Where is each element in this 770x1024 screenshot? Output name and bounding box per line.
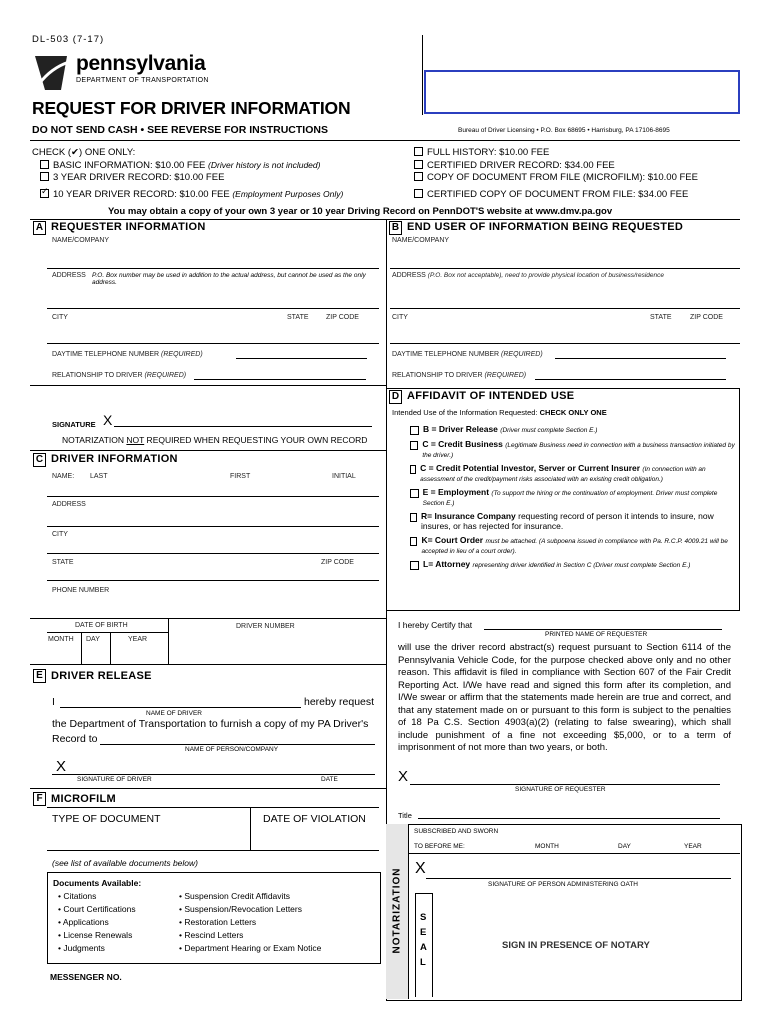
checkbox[interactable] bbox=[410, 426, 419, 435]
c-day-label: DAY bbox=[86, 636, 100, 643]
d-sig-label: SIGNATURE OF REQUESTER bbox=[515, 786, 606, 793]
c-name-label: NAME: bbox=[52, 473, 75, 480]
list-item: • Court Certifications bbox=[58, 904, 136, 914]
c-last-label: LAST bbox=[90, 473, 108, 480]
section-d-letter: D bbox=[389, 390, 402, 404]
b-phone-label: DAYTIME TELEPHONE NUMBER (REQUIRED) bbox=[392, 351, 543, 358]
d-intro: Intended Use of the Information Requested: CHECK ONLY ONE bbox=[392, 408, 607, 417]
e-name-of-driver: NAME OF DRIVER bbox=[146, 710, 202, 717]
d-body: will use the driver record abstract(s) request pursuant to Section 6114 of the Pennsylvania Vehicle Code, for the purpose checked above only and no other reason. This affidavit is filed in compliance with Section 607 of the Fair Credit Reporting Act. I/We have read and signed this form after its completion, and I/We swear or affirm that the statements made herein are true and correct, and that any statement made on or pursuant to this form is subject to the penalties of 18 Pa C.S. Section 4903(a)(2) (relating to false swearing), which shall include punishment of a fine not exceeding $5,000, or to a term of imprisonment of not more than two years, or both. bbox=[398, 642, 731, 753]
list-item: • Judgments bbox=[58, 943, 105, 953]
e-person-label: NAME OF PERSON/COMPANY bbox=[185, 746, 279, 753]
use-b[interactable]: B = Driver Release (Driver must complete Section E.) bbox=[410, 424, 735, 435]
c-state-label: STATE bbox=[52, 559, 74, 566]
section-a-title: REQUESTER INFORMATION bbox=[51, 221, 206, 233]
section-a-letter: A bbox=[33, 221, 46, 235]
a-name-label: NAME/COMPANY bbox=[52, 237, 110, 244]
notary-box bbox=[386, 824, 742, 1001]
checkbox-checked[interactable] bbox=[40, 189, 49, 198]
c-year-label: YEAR bbox=[128, 636, 148, 643]
a-zip-label: ZIP CODE bbox=[326, 314, 359, 321]
list-item: • Restoration Letters bbox=[179, 917, 257, 927]
notary-oath-label: SIGNATURE OF PERSON ADMINISTERING OATH bbox=[488, 881, 638, 888]
a-sig-x: X bbox=[103, 412, 113, 428]
option-certified-copy[interactable]: CERTIFIED COPY OF DOCUMENT FROM FILE: $34.00 FEE bbox=[414, 189, 688, 200]
e-record-to: Record to bbox=[52, 733, 98, 745]
a-address-label: ADDRESS bbox=[52, 272, 86, 279]
notary-day: DAY bbox=[618, 843, 631, 850]
c-city-label: CITY bbox=[52, 531, 68, 538]
b-state-label: STATE bbox=[650, 314, 672, 321]
use-r-insurance[interactable]: R= Insurance Company requesting record of person it intends to insure, now insures, or has rejected for insurance. bbox=[410, 511, 735, 531]
use-c-investor[interactable]: C = Credit Potential Investor, Server or Current Insurer (In connection with an assessment of the credit/payment risks associated with an existing credit obligation.) bbox=[410, 463, 735, 483]
e-signature-line[interactable] bbox=[52, 774, 375, 775]
section-b-letter: B bbox=[389, 221, 402, 235]
d-title-label: Title bbox=[398, 811, 412, 820]
b-address-label: ADDRESS (P.O. Box not acceptable), need to provide physical location of business/residence bbox=[392, 272, 664, 279]
section-f-letter: F bbox=[33, 792, 46, 806]
option-10yr[interactable]: ✓10 YEAR DRIVER RECORD: $10.00 FEE (Employment Purposes Only) bbox=[40, 189, 343, 200]
d-title-line[interactable] bbox=[418, 818, 720, 819]
notary-signature-line[interactable] bbox=[426, 878, 731, 879]
use-k-court[interactable]: K= Court Order must be attached. (A subpoena issued in compliance with Pa. R.C.P. 4009.21 will be accepted in lieu of a court order). bbox=[410, 535, 735, 555]
checkbox[interactable] bbox=[410, 513, 417, 522]
checkbox[interactable] bbox=[414, 189, 423, 198]
list-item: • Rescind Letters bbox=[179, 930, 244, 940]
checkbox[interactable] bbox=[40, 172, 49, 181]
option-basic[interactable]: BASIC INFORMATION: $10.00 FEE (Driver history is not included) bbox=[40, 160, 320, 171]
a-city-label: CITY bbox=[52, 314, 68, 321]
b-name-label: NAME/COMPANY bbox=[392, 237, 450, 244]
d-certify: I hereby Certify that bbox=[398, 620, 473, 630]
section-c-letter: C bbox=[33, 453, 46, 467]
a-address-note: P.O. Box number may be used in addition to the actual address, but cannot be used as the only address. bbox=[92, 272, 366, 286]
d-signature-line[interactable] bbox=[410, 784, 720, 785]
notary-month: MONTH bbox=[535, 843, 559, 850]
section-e-letter: E bbox=[33, 669, 46, 683]
a-relationship-label: RELATIONSHIP TO DRIVER (REQUIRED) bbox=[52, 372, 187, 379]
checkbox[interactable] bbox=[410, 537, 417, 546]
checkbox[interactable] bbox=[414, 160, 423, 169]
a-signature-line[interactable] bbox=[114, 426, 372, 427]
checkbox[interactable] bbox=[40, 160, 49, 169]
checkbox[interactable] bbox=[410, 465, 416, 474]
e-driver-name-line[interactable] bbox=[60, 707, 301, 708]
checkbox[interactable] bbox=[410, 561, 419, 570]
d-uses-list bbox=[410, 424, 735, 570]
f-messenger: MESSENGER NO. bbox=[50, 972, 122, 982]
f-dov-label: DATE OF VIOLATION bbox=[263, 813, 366, 825]
c-zip-label: ZIP CODE bbox=[321, 559, 354, 566]
list-item: • Department Hearing or Exam Notice bbox=[179, 943, 322, 953]
list-item: • Suspension/Revocation Letters bbox=[179, 904, 302, 914]
f-col1 bbox=[58, 890, 136, 955]
b-city-label: CITY bbox=[392, 314, 408, 321]
form-id: DL-503 (7-17) bbox=[32, 34, 105, 45]
d-printed-name-label: PRINTED NAME OF REQUESTER bbox=[545, 631, 648, 638]
notary-tobefore: TO BEFORE ME: bbox=[414, 843, 465, 850]
notary-x: X bbox=[415, 860, 426, 877]
a-phone-label: DAYTIME TELEPHONE NUMBER (REQUIRED) bbox=[52, 351, 203, 358]
online-note: You may obtain a copy of your own 3 year or 10 year Driving Record on PennDOT'S website at www.dmv.pa.gov bbox=[108, 206, 613, 217]
checkbox[interactable] bbox=[414, 147, 423, 156]
e-hereby: hereby request bbox=[304, 696, 375, 708]
option-full[interactable]: FULL HISTORY: $10.00 FEE bbox=[414, 147, 549, 158]
c-dob-label: DATE OF BIRTH bbox=[75, 622, 128, 629]
c-dln-label: DRIVER NUMBER bbox=[236, 623, 295, 630]
option-3yr[interactable]: 3 YEAR DRIVER RECORD: $10.00 FEE bbox=[40, 172, 224, 183]
use-l-attorney[interactable]: L= Attorney representing driver identified in Section C (Driver must complete Section E.) bbox=[410, 559, 735, 570]
c-address-label: ADDRESS bbox=[52, 501, 86, 508]
list-item: • License Renewals bbox=[58, 930, 133, 940]
e-dept: the Department of Transportation to furnish a copy of my PA Driver's bbox=[52, 718, 369, 730]
e-sig-x: X bbox=[56, 758, 67, 775]
c-initial-label: INITIAL bbox=[332, 473, 356, 480]
checkbox[interactable] bbox=[410, 441, 418, 450]
notary-year: YEAR bbox=[684, 843, 702, 850]
checkbox[interactable] bbox=[410, 489, 419, 498]
f-col2 bbox=[179, 890, 321, 955]
e-i: I bbox=[52, 696, 55, 708]
option-certified[interactable]: CERTIFIED DRIVER RECORD: $34.00 FEE bbox=[414, 160, 615, 171]
c-phone-label: PHONE NUMBER bbox=[52, 587, 110, 594]
use-e-employment[interactable]: E = Employment (To support the hiring or the continuation of employment. Driver must complete Section E.) bbox=[410, 487, 735, 507]
notary-sign-presence: SIGN IN PRESENCE OF NOTARY bbox=[502, 940, 650, 951]
section-d-title: AFFIDAVIT OF INTENDED USE bbox=[407, 390, 575, 402]
office-use-box bbox=[424, 70, 740, 114]
seal-letters: S E A L bbox=[420, 912, 427, 968]
bureau-address: Bureau of Driver Licensing • P.O. Box 68695 • Harrisburg, PA 17106-8695 bbox=[458, 127, 670, 134]
checkbox[interactable] bbox=[414, 172, 423, 181]
b-zip-label: ZIP CODE bbox=[690, 314, 723, 321]
subtitle: DO NOT SEND CASH • SEE REVERSE FOR INSTRUCTIONS bbox=[32, 124, 328, 136]
d-sig-x: X bbox=[398, 768, 409, 785]
keystone-logo-icon bbox=[31, 54, 71, 92]
list-item: • Suspension Credit Affidavits bbox=[179, 891, 291, 901]
list-item: • Citations bbox=[58, 891, 97, 901]
e-date-label: DATE bbox=[321, 776, 338, 783]
list-item: • Applications bbox=[58, 917, 109, 927]
d-printed-name-line[interactable] bbox=[484, 629, 722, 630]
c-month-label: MONTH bbox=[48, 636, 74, 643]
notary-sworn: SUBSCRIBED AND SWORN bbox=[414, 828, 499, 835]
f-see-list: (see list of available documents below) bbox=[52, 858, 198, 868]
check-one-label: CHECK (✔) ONE ONLY: bbox=[32, 147, 136, 158]
section-f-title: MICROFILM bbox=[51, 793, 117, 805]
a-state-label: STATE bbox=[287, 314, 309, 321]
logo-name: pennsylvania bbox=[76, 52, 206, 75]
f-avail-title: Documents Available: bbox=[53, 878, 142, 888]
a-signature-label: SIGNATURE bbox=[52, 420, 96, 429]
e-person-line[interactable] bbox=[100, 744, 375, 745]
option-microfilm[interactable]: COPY OF DOCUMENT FROM FILE (MICROFILM): $10.00 FEE bbox=[414, 172, 698, 183]
logo-dept: DEPARTMENT OF TRANSPORTATION bbox=[76, 77, 209, 84]
e-sig-label: SIGNATURE OF DRIVER bbox=[77, 776, 152, 783]
notary-vertical-label: NOTARIZATION bbox=[391, 867, 403, 954]
section-e-title: DRIVER RELEASE bbox=[51, 670, 152, 682]
section-b-title: END USER OF INFORMATION BEING REQUESTED bbox=[407, 221, 684, 233]
f-type-label: TYPE OF DOCUMENT bbox=[52, 813, 161, 825]
use-c-credit[interactable]: C = Credit Business (Legitimate Business need in connection with a business transaction initiated by the driver.) bbox=[410, 439, 735, 459]
b-relationship-label: RELATIONSHIP TO DRIVER (REQUIRED) bbox=[392, 372, 527, 379]
c-first-label: FIRST bbox=[230, 473, 251, 480]
a-notary-note: NOTARIZATION NOT REQUIRED WHEN REQUESTING YOUR OWN RECORD bbox=[62, 435, 368, 445]
page-title: REQUEST FOR DRIVER INFORMATION bbox=[32, 98, 351, 118]
section-c-title: DRIVER INFORMATION bbox=[51, 453, 178, 465]
